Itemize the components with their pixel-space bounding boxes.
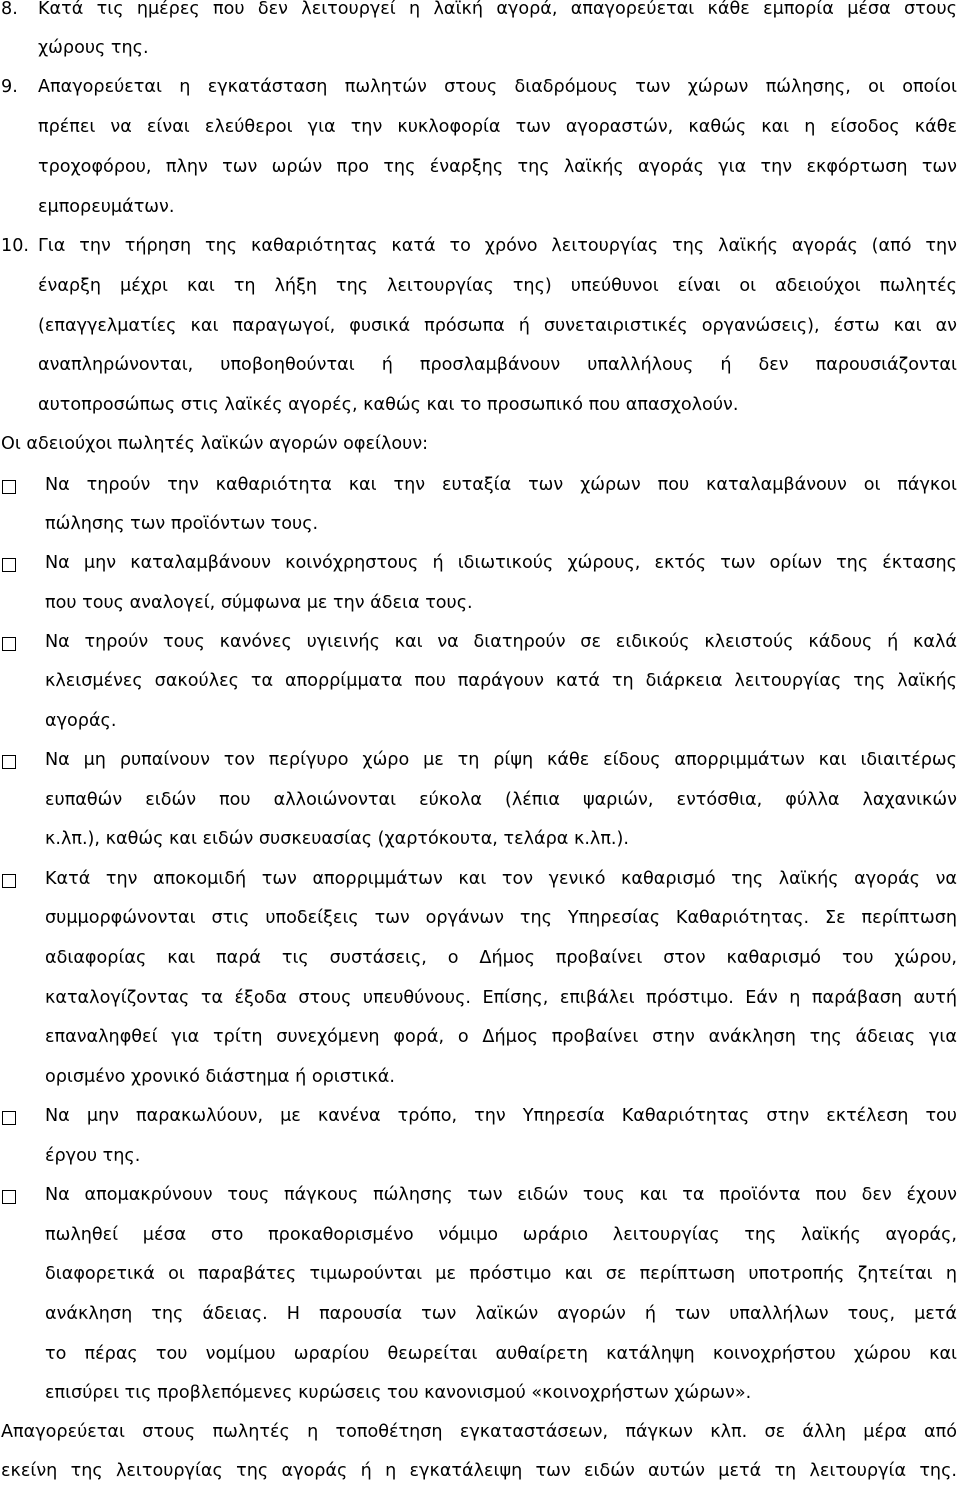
- bullet-line: επαναληφθεί για τρίτη συνεχόμενη φορά, ο Δήμος προβαίνει στην ανάκληση της άδειας για: [45, 1027, 957, 1047]
- paragraph-line: χώρους της.: [38, 38, 149, 58]
- bullet-line: κλεισμένες σακούλες τα απορρίμματα που παράγουν κατά τη διάρκεια λειτουργίας της λαϊκής: [45, 671, 957, 691]
- bullet-line: έργου της.: [45, 1146, 141, 1166]
- paragraph-line: τροχοφόρου, πλην των ωρών προ της έναρξης της λαϊκής αγοράς για την εκφόρτωση των: [38, 157, 957, 177]
- bullet-line: που τους αναλογεί, σύμφωνα με την άδεια τους.: [45, 593, 473, 613]
- paragraph-line: αναπληρώνονται, υποβοηθούνται ή προσλαμβάνουν υπαλλήλους ή δεν παρουσιάζονται: [38, 355, 957, 375]
- bullet-line: ευπαθών ειδών που αλλοιώνονται εύκολα (λέπια ψαριών, εντόσθια, φύλλα λαχανικών: [45, 790, 957, 810]
- paragraph-line: Κατά τις ημέρες που δεν λειτουργεί η λαϊκή αγορά, απαγορεύεται κάθε εμπορία μέσα στους: [38, 0, 957, 19]
- paragraph-line: αυτοπροσώπως στις λαϊκές αγορές, καθώς και το προσωπικό που απασχολούν.: [38, 395, 739, 415]
- bullet-line: πωληθεί μέσα στο προκαθορισμένο νόμιμο ωράριο λειτουργίας της λαϊκής αγοράς,: [45, 1225, 957, 1245]
- bullet-line: επισύρει τις προβλεπόμενες κυρώσεις του κανονισμού «κοινοχρήστων χώρων».: [45, 1383, 752, 1403]
- item-number: 8.: [1, 0, 18, 19]
- bullet-line: αδιαφορίας και παρά τις συστάσεις, ο Δήμος προβαίνει στον καθαρισμό του χώρου,: [45, 948, 957, 968]
- closing-line: Απαγορεύεται στους πωλητές η τοποθέτηση εγκαταστάσεων, πάγκων κλπ. σε άλλη μέρα από: [1, 1422, 957, 1442]
- bullet-line: Να μην καταλαμβάνουν κοινόχρηστους ή ιδιωτικούς χώρους, εκτός των ορίων της έκτασης: [45, 553, 957, 573]
- checkbox-icon: [2, 637, 16, 651]
- paragraph-line: Απαγορεύεται η εγκατάσταση πωλητών στους διαδρόμους των χώρων πώλησης, οι οποίοι: [38, 77, 957, 97]
- bullet-line: Να απομακρύνουν τους πάγκους πώλησης των ειδών τους και τα προϊόντα που δεν έχουν: [45, 1185, 957, 1205]
- bullet-line: Να τηρούν την καθαριότητα και την ευταξία των χώρων που καταλαμβάνουν οι πάγκοι: [45, 475, 957, 495]
- bullet-line: πώλησης των προϊόντων τους.: [45, 514, 319, 534]
- bullet-line: Να τηρούν τους κανόνες υγιεινής και να διατηρούν σε ειδικούς κλειστούς κάδους ή καλά: [45, 632, 957, 652]
- checkbox-icon: [2, 755, 16, 769]
- paragraph-line: Για την τήρηση της καθαριότητας κατά το χρόνο λειτουργίας της λαϊκής αγοράς (από την: [38, 236, 957, 256]
- checkbox-icon: [2, 480, 16, 494]
- bullet-line: κ.λπ.), καθώς και ειδών συσκευασίας (χαρτόκουτα, τελάρα κ.λπ.).: [45, 829, 629, 849]
- bullet-line: ορισμένο χρονικό διάστημα ή οριστικά.: [45, 1067, 396, 1087]
- bullet-line: ανάκληση της άδειας. Η παρουσία των λαϊκών αγορών ή των υπαλλήλων τους, μετά: [45, 1304, 957, 1324]
- bullet-line: καταλογίζοντας τα έξοδα στους υπευθύνους. Επίσης, επιβάλει πρόστιμο. Εάν η παράβαση αυτή: [45, 988, 957, 1008]
- item-number: 9.: [1, 77, 18, 97]
- checkbox-icon: [2, 874, 16, 888]
- paragraph-line: πρέπει να είναι ελεύθεροι για την κυκλοφορία των αγοραστών, καθώς και η είσοδος κάθε: [38, 117, 957, 137]
- bullet-line: αγοράς.: [45, 711, 117, 731]
- bullet-line: Να μη ρυπαίνουν τον περίγυρο χώρο με τη ρίψη κάθε είδους απορριμμάτων και ιδιαιτέρως: [45, 750, 957, 770]
- obligations-intro: Οι αδειούχοι πωλητές λαϊκών αγορών οφείλουν:: [1, 434, 429, 454]
- item-number: 10.: [1, 236, 29, 256]
- bullet-line: Κατά την αποκομιδή των απορριμμάτων και τον γενικό καθαρισμό της λαϊκής αγοράς να: [45, 869, 957, 889]
- paragraph-line: εμπορευμάτων.: [38, 197, 175, 217]
- closing-line: εκείνη της λειτουργίας της αγοράς ή η εγκατάλειψη των ειδών αυτών μετά τη λειτουργία της.: [1, 1461, 957, 1481]
- checkbox-icon: [2, 1190, 16, 1204]
- bullet-line: το πέρας του νομίμου ωραρίου θεωρείται αυθαίρετη κατάληψη κοινοχρήστου χώρου και: [45, 1344, 957, 1364]
- checkbox-icon: [2, 558, 16, 572]
- paragraph-line: (επαγγελματίες και παραγωγοί, φυσικά πρόσωπα ή συνεταιριστικές οργανώσεις), έστω και αν: [38, 316, 957, 336]
- bullet-line: Να μην παρακωλύουν, με κανένα τρόπο, την Υπηρεσία Καθαριότητας στην εκτέλεση του: [45, 1106, 957, 1126]
- bullet-line: συμμορφώνονται στις υποδείξεις των οργάνων της Υπηρεσίας Καθαριότητας. Σε περίπτωση: [45, 908, 957, 928]
- checkbox-icon: [2, 1111, 16, 1125]
- bullet-line: διαφορετικά οι παραβάτες τιμωρούνται με πρόστιμο και σε περίπτωση υποτροπής ζητείται η: [45, 1264, 957, 1284]
- paragraph-line: έναρξη μέχρι και τη λήξη της λειτουργίας της) υπεύθυνοι είναι οι αδειούχοι πωλητές: [38, 276, 957, 296]
